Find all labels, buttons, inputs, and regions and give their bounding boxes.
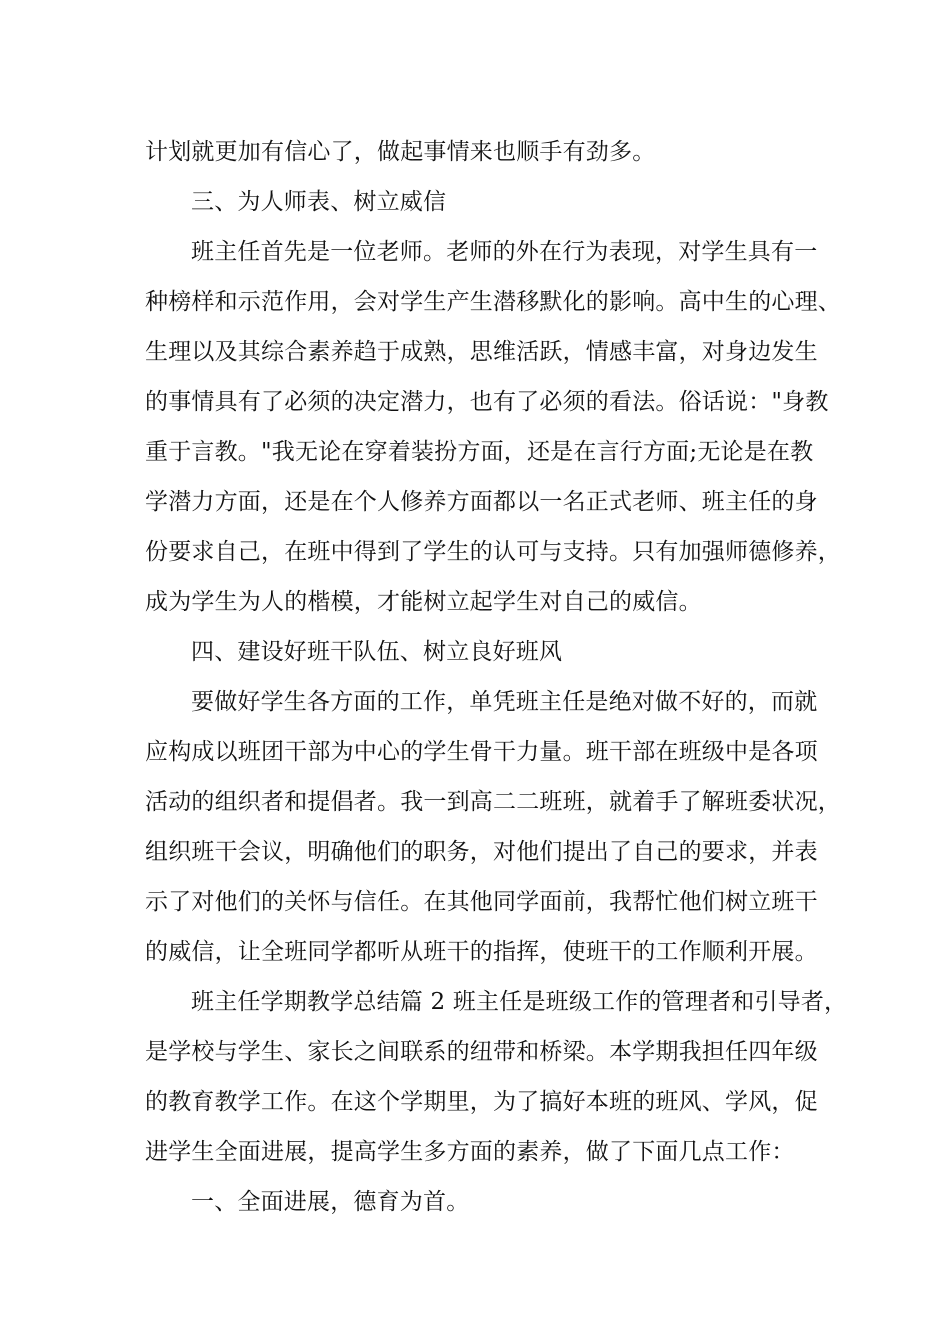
paragraph-line: 活动的组织者和提倡者。我一到高二二班班，就着手了解班委状况， <box>145 789 841 815</box>
paragraph-line: 成为学生为人的楷模，才能树立起学生对自己的威信。 <box>145 589 702 615</box>
paragraph-line: 计划就更加有信心了，做起事情来也顺手有劲多。 <box>145 139 656 165</box>
paragraph-line: 学潜力方面，还是在个人修养方面都以一名正式老师、班主任的身 <box>145 489 818 515</box>
paragraph-line: 进学生全面进展，提高学生多方面的素养，做了下面几点工作： <box>145 1139 795 1165</box>
paragraph-line: 的威信，让全班同学都听从班干的指挥，使班干的工作顺利开展。 <box>145 939 818 965</box>
paragraph-line: 要做好学生各方面的工作，单凭班主任是绝对做不好的，而就 <box>191 689 818 715</box>
paragraph-line: 生理以及其综合素养趋于成熟，思维活跃，情感丰富，对身边发生 <box>145 339 818 365</box>
paragraph-line: 应构成以班团干部为中心的学生骨干力量。班干部在班级中是各项 <box>145 739 818 765</box>
paragraph-line: 班主任学期教学总结篇 2 班主任是班级工作的管理者和引导者， <box>191 989 848 1015</box>
paragraph-line: 的教育教学工作。在这个学期里，为了搞好本班的班风、学风，促 <box>145 1089 818 1115</box>
paragraph-line: 的事情具有了必须的决定潜力，也有了必须的看法。俗话说："身教 <box>145 389 829 415</box>
paragraph-line: 份要求自己，在班中得到了学生的认可与支持。只有加强师德修养， <box>145 539 841 565</box>
paragraph-line: 班主任首先是一位老师。老师的外在行为表现，对学生具有一 <box>191 239 818 265</box>
paragraph-line: 示了对他们的关怀与信任。在其他同学面前，我帮忙他们树立班干 <box>145 889 818 915</box>
section-heading: 一、全面进展，德育为首。 <box>191 1189 470 1215</box>
section-heading: 三、为人师表、树立威信 <box>191 189 447 215</box>
paragraph-line: 是学校与学生、家长之间联系的纽带和桥梁。本学期我担任四年级 <box>145 1039 818 1065</box>
paragraph-line: 重于言教。"我无论在穿着装扮方面，还是在言行方面;无论是在教 <box>145 439 814 465</box>
paragraph-line: 种榜样和示范作用，会对学生产生潜移默化的影响。高中生的心理、 <box>145 289 841 315</box>
section-heading: 四、建设好班干队伍、树立良好班风 <box>191 639 563 665</box>
paragraph-line: 组织班干会议，明确他们的职务，对他们提出了自己的要求，并表 <box>145 839 818 865</box>
